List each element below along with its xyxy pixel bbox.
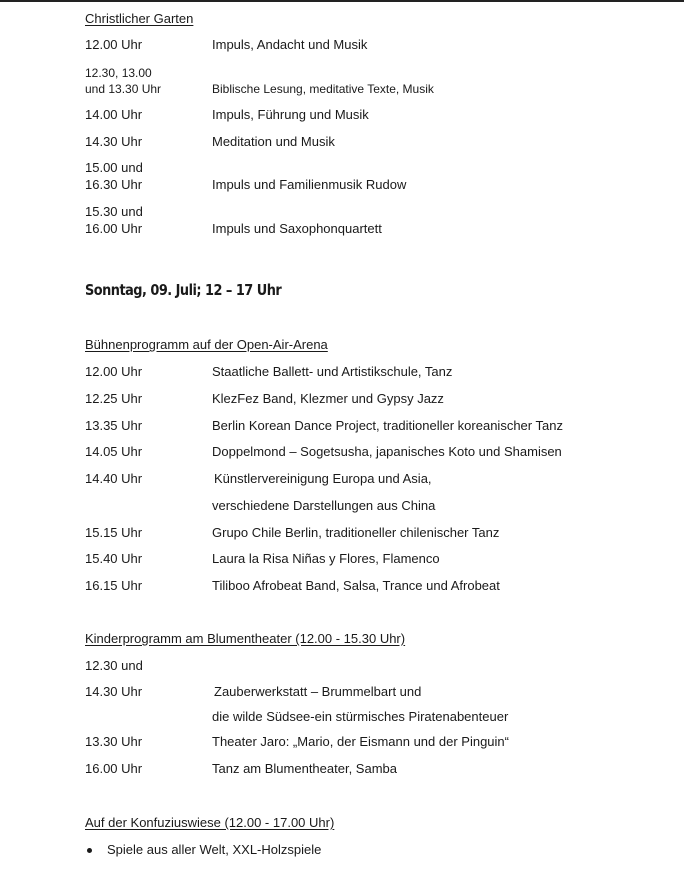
buehne-time-3: 13.35 Uhr [85,418,143,433]
buehne-time-5: 14.40 Uhr [85,471,143,486]
buehne-time-7: 15.40 Uhr [85,551,143,566]
buehne-time-8: 16.15 Uhr [85,578,143,593]
section-heading-buehnenprogramm: Bühnenprogramm auf der Open-Air-Arena [85,337,328,352]
kinder-text-2-line2: die wilde Südsee-ein stürmisches Piratenabenteuer [212,709,509,724]
garten-time-2-line1: 12.30, 13.00 [85,66,152,80]
top-rule [0,0,684,2]
garten-time-5-line2: 16.30 Uhr [85,177,143,192]
buehne-text-4: Doppelmond – Sogetsusha, japanisches Koto und Shamisen [212,444,562,459]
kinder-time-1: 12.30 und [85,658,143,673]
buehne-text-5-line1: Künstlervereinigung Europa und Asia, [214,471,432,486]
garten-text-4: Meditation und Musik [212,134,335,149]
bullet-dot [87,848,92,853]
konfuzius-bullet-1: Spiele aus aller Welt, XXL-Holzspiele [107,842,322,857]
buehne-text-6: Grupo Chile Berlin, traditioneller chilenischer Tanz [212,525,500,540]
buehne-time-6: 15.15 Uhr [85,525,143,540]
buehne-text-2: KlezFez Band, Klezmer und Gypsy Jazz [212,391,444,406]
day-heading-sunday: Sonntag, 09. Juli; 12 – 17 Uhr [85,281,282,299]
section-heading-christlicher-garten: Christlicher Garten [85,11,194,26]
garten-text-5: Impuls und Familienmusik Rudow [212,177,407,192]
garten-text-2: Biblische Lesung, meditative Texte, Musik [212,82,434,96]
buehne-time-1: 12.00 Uhr [85,364,143,379]
garten-time-5-line1: 15.00 und [85,160,143,175]
kinder-text-2-line1: Zauberwerkstatt – Brummelbart und [214,684,422,699]
buehne-text-7: Laura la Risa Niñas y Flores, Flamenco [212,551,440,566]
buehne-time-4: 14.05 Uhr [85,444,143,459]
kinder-time-3: 13.30 Uhr [85,734,143,749]
garten-time-6-line2: 16.00 Uhr [85,221,143,236]
buehne-text-1: Staatliche Ballett- und Artistikschule, Tanz [212,364,453,379]
section-heading-kinderprogramm: Kinderprogramm am Blumentheater (12.00 - 15.30 Uhr) [85,631,406,646]
kinder-time-2: 14.30 Uhr [85,684,143,699]
garten-text-1: Impuls, Andacht und Musik [212,37,368,52]
garten-text-3: Impuls, Führung und Musik [212,107,369,122]
buehne-text-3: Berlin Korean Dance Project, traditioneller koreanischer Tanz [212,418,563,433]
garten-time-1: 12.00 Uhr [85,37,143,52]
kinder-text-3: Theater Jaro: „Mario, der Eismann und der Pinguin“ [212,734,509,749]
kinder-text-4: Tanz am Blumentheater, Samba [212,761,397,776]
buehne-text-5-line2: verschiedene Darstellungen aus China [212,498,436,513]
garten-time-4: 14.30 Uhr [85,134,143,149]
garten-time-6-line1: 15.30 und [85,204,143,219]
kinder-time-4: 16.00 Uhr [85,761,143,776]
buehne-time-2: 12.25 Uhr [85,391,143,406]
garten-time-3: 14.00 Uhr [85,107,143,122]
garten-time-2-line2: und 13.30 Uhr [85,82,162,96]
buehne-text-8: Tiliboo Afrobeat Band, Salsa, Trance und Afrobeat [212,578,500,593]
garten-text-6: Impuls und Saxophonquartett [212,221,382,236]
section-heading-konfuziuswiese: Auf der Konfuziuswiese (12.00 - 17.00 Uhr) [85,815,335,830]
